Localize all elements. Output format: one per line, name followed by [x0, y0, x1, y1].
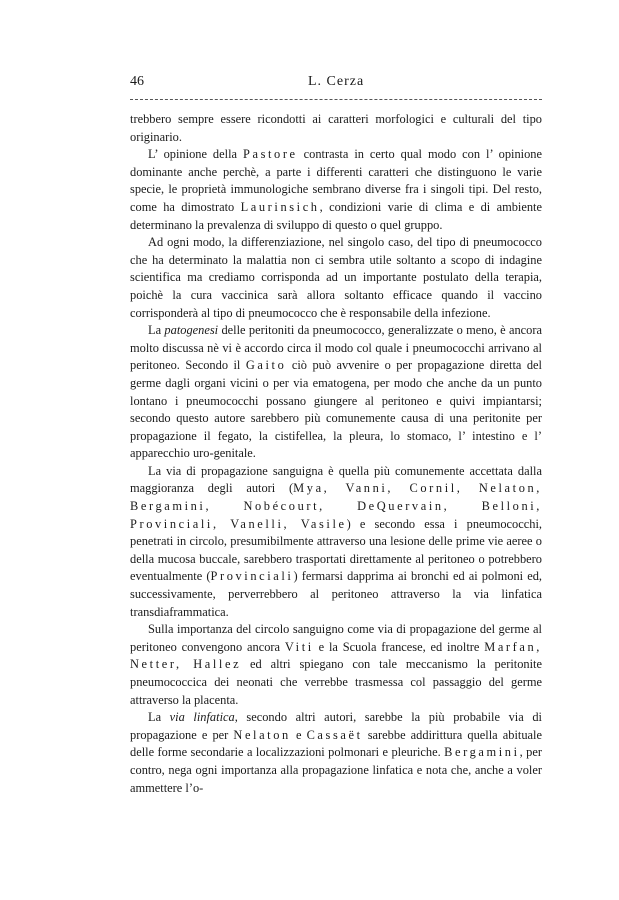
italic-term: via linfatica — [169, 710, 235, 725]
text-run: L’ opinione della — [148, 147, 243, 162]
text-run: ciò può avvenire o per propagazione diretta del germe dagli organi vicini o per via ematogena, per modo che anche da un punto lontano i pneumococchi possano giungere al peritoneo e quivi impiantarsi; secondo questo autore sarebbero più comunemente causa di una peritonite per propagazione il fegato, la cistifellea, la pleura, lo stomaco, l’ intestino e l’ apparecchio uro-genitale. — [130, 358, 542, 461]
italic-term: patogenesi — [164, 323, 219, 338]
text-run: , per contro, nega ogni importanza alla propagazione linfatica e nota che, anche a voler ammettere l’o- — [130, 745, 542, 795]
text-run: La — [148, 323, 165, 338]
spaced-name: Mya, Vanni, Cornil, Nelaton, Bergamini, Nobécourt, DeQuervain, Belloni, Provinciali, Vanelli, Vasile — [130, 481, 542, 531]
paragraph — [130, 111, 542, 146]
spaced-name: Provinciali — [210, 569, 294, 584]
text-run: , condizioni varie di clima e di ambiente determinano la prevalenza di sviluppo di questo o quel gruppo. — [130, 199, 542, 232]
spaced-name: Laurinsich — [240, 199, 320, 214]
body-text — [130, 111, 542, 797]
text-run: sarebbe addirittura quella abituale delle forme secondarie a localizzazioni polmonari e pleuriche. — [130, 727, 543, 760]
running-head: L. Cerza — [308, 74, 365, 89]
paragraph — [130, 709, 542, 797]
text-run: Sulla importanza del circolo sanguigno come via di propagazione del germe al peritoneo convengono ancora — [130, 622, 542, 654]
text-run: e la Scuola francese, ed inoltre — [313, 639, 485, 654]
text-run: ) fermarsi dapprima ai bronchi ed ai polmoni ed, successivamente, perverrebbero al peritoneo attraverso la via linfatica transdiaframmatica. — [130, 569, 543, 619]
spaced-name: Pastore — [242, 147, 298, 162]
header-rule — [130, 99, 542, 100]
text-run: Ad ogni modo, la differenziazione, nel singolo caso, del tipo di pneumococco che ha determinato la malattia non ci sembra utile soltanto a scopo di indagine scientifica ma crediamo corrisponda ad un importante postulato della terapia, poichè la cura vaccinica sarà allora soltanto efficace quando il vaccino corrisponderà al tipo di pneumococco che è responsabile della infezione. — [130, 235, 542, 320]
text-run: La — [148, 710, 170, 725]
page-number: 46 — [130, 74, 144, 89]
page-header — [130, 74, 540, 94]
text-run: ) e secondo essa i pneumococchi, penetrati in circolo, presumibilmente attraverso una lesione delle prime vie aeree o della mucosa buccale, sarebbero trasportati direttamente al peritoneo o potrebbero eventualmente ( — [130, 516, 542, 584]
text-run: , secondo altri autori, sarebbe la più probabile via di propagazione e per — [130, 710, 542, 742]
paragraph — [130, 146, 542, 234]
spaced-name: Cassaët — [306, 727, 363, 742]
text-run: contrasta in certo qual modo con l’ opinione dominante anche perchè, a parte i differenti caratteri che distinguono le varie specie, le proprietà immunologiche sembrano diverse fra i singoli tipi. Del resto, come ha dimostrato — [130, 147, 542, 214]
paragraph — [130, 322, 542, 463]
text-run: delle peritoniti da pneumococco, generalizzate o meno, è ancora molto discussa nè vi è accordo circa il modo col quale i pneumococchi arrivano al peritoneo. Secondo il — [130, 323, 542, 373]
text-run: La via di propagazione sanguigna è quella più comunemente accettata dalla maggioranza degli autori ( — [130, 463, 542, 496]
text-run: trebbero sempre essere ricondotti ai caratteri morfologici e culturali del tipo originario. — [130, 112, 542, 144]
spaced-name: Gaito — [245, 358, 287, 373]
text-run: ed altri spiegano con tale meccanismo la peritonite pneumococcica dei neonati che verrebbe trasmessa col passaggio del germe attraverso la placenta. — [130, 657, 542, 707]
spaced-name: Viti — [284, 639, 314, 654]
text-run: e — [290, 727, 307, 742]
spaced-name: Nelaton — [233, 727, 291, 742]
paragraph — [130, 463, 542, 621]
spaced-name: Bergamini — [444, 745, 520, 760]
paragraph — [130, 234, 542, 322]
spaced-name: Marfan, Netter, Hallez — [130, 639, 542, 672]
paragraph — [130, 621, 542, 709]
